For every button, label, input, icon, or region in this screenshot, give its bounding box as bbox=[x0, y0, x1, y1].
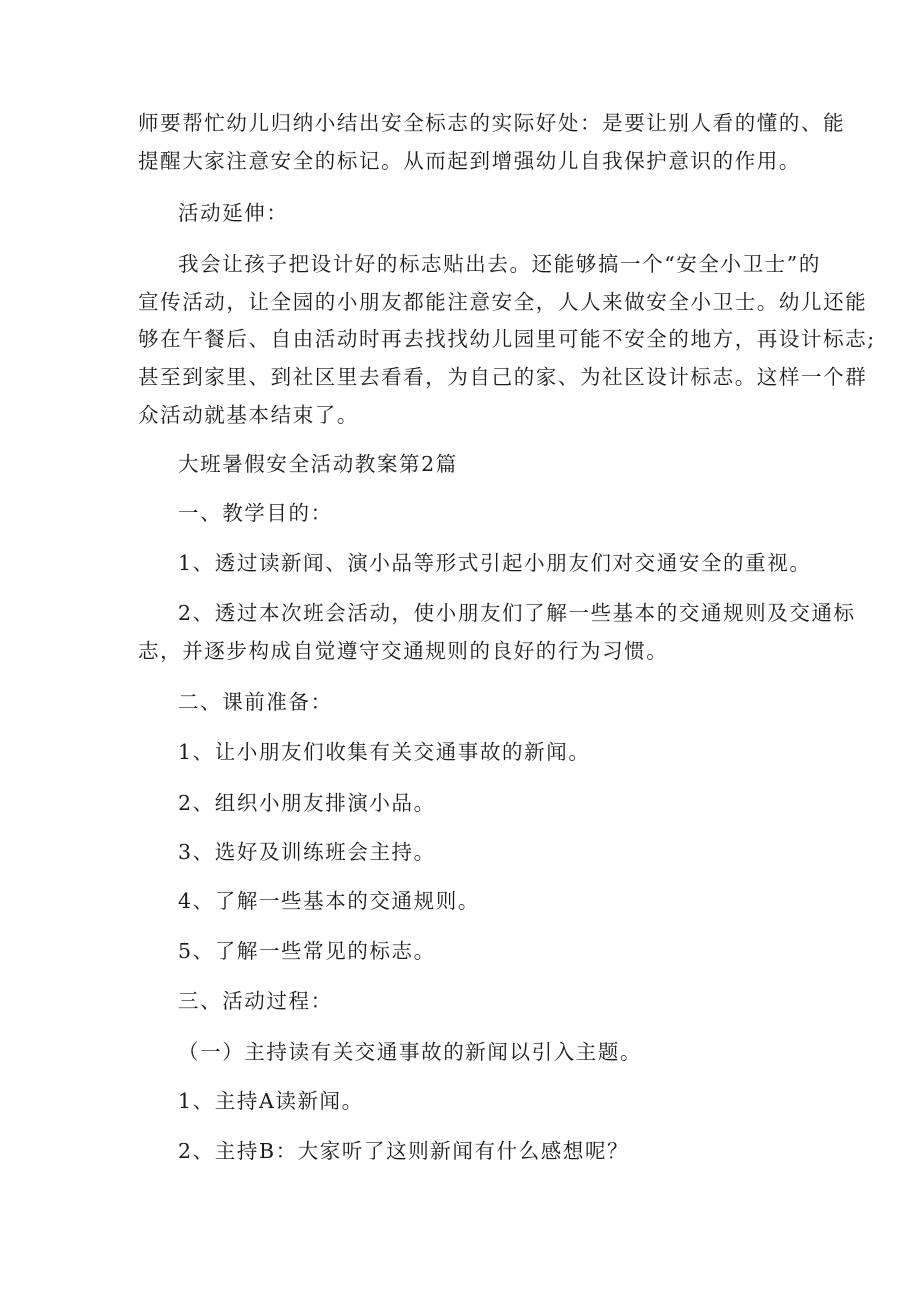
section2-item-5: 5、了解一些常见的标志。 bbox=[178, 939, 436, 963]
section1-item-2-line-1: 2、透过本次班会活动，使小朋友们了解一些基本的交通规则及交通标 bbox=[178, 601, 856, 625]
section2-item-1: 1、让小朋友们收集有关交通事故的新闻。 bbox=[178, 740, 591, 764]
section2-item-3: 3、选好及训练班会主持。 bbox=[178, 840, 436, 864]
section3-item-1: 1、主持A读新闻。 bbox=[178, 1089, 364, 1113]
section1-item-1: 1、透过读新闻、演小品等形式引起小朋友们对交通安全的重视。 bbox=[178, 551, 812, 575]
section1-heading: 一、教学目的： bbox=[178, 501, 333, 525]
extension-line-4: 甚至到家里、到社区里去看看，为自己的家、为社区设计标志。这样一个群 bbox=[138, 365, 868, 389]
extension-line-1: 我会让孩子把设计好的标志贴出去。还能够搞一个“安全小卫士”的 bbox=[178, 252, 821, 276]
section2-heading: 二、课前准备： bbox=[178, 690, 333, 714]
section3-item-2: 2、主持B：大家听了这则新闻有什么感想呢？ bbox=[178, 1139, 630, 1163]
intro-line-2: 提醒大家注意安全的标记。从而起到增强幼儿自我保护意识的作用。 bbox=[138, 149, 801, 173]
section2-item-4: 4、了解一些基本的交通规则。 bbox=[178, 889, 480, 913]
extension-line-5: 众活动就基本结束了。 bbox=[138, 403, 359, 427]
section3-heading: 三、活动过程： bbox=[178, 989, 333, 1013]
section3-subheading-1: （一）主持读有关交通事故的新闻以引入主题。 bbox=[178, 1040, 643, 1064]
extension-heading: 活动延伸： bbox=[178, 201, 289, 225]
section1-item-2-line-2: 志，并逐步构成自觉遵守交通规则的良好的行为习惯。 bbox=[138, 639, 669, 663]
extension-line-2: 宣传活动，让全园的小朋友都能注意安全，人人来做安全小卫士。幼儿还能 bbox=[138, 290, 868, 314]
section2-item-2: 2、组织小朋友排演小品。 bbox=[178, 791, 436, 815]
extension-line-3: 够在午餐后、自由活动时再去找找幼儿园里可能不安全的地方，再设计标志; bbox=[138, 327, 876, 351]
article-title: 大班暑假安全活动教案第2篇 bbox=[178, 452, 458, 476]
intro-line-1: 师要帮忙幼儿归纳小结出安全标志的实际好处：是要让别人看的懂的、能 bbox=[138, 111, 846, 135]
